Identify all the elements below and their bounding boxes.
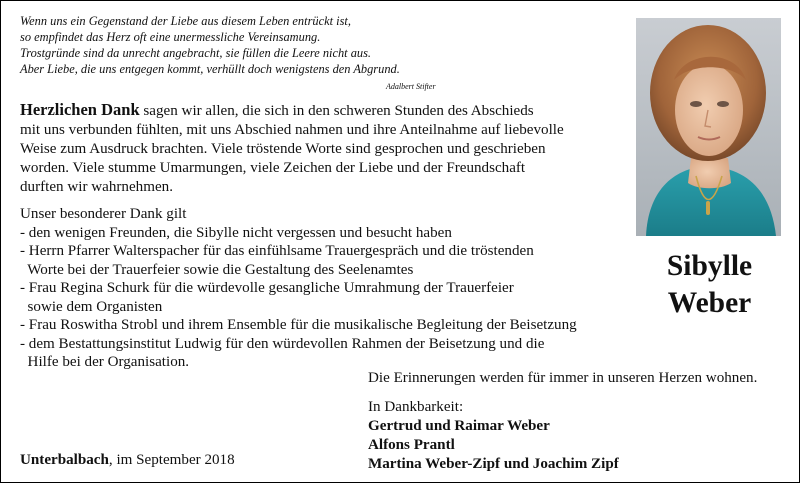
signature-name: Gertrud und Raimar Weber (368, 418, 550, 434)
poem-line: so empfindet das Herz oft eine unermessliche Vereinsamung. (20, 30, 321, 44)
signature-name: Alfons Prantl (368, 437, 455, 453)
place: Unterbalbach (20, 452, 109, 468)
list-item: - Frau Regina Schurk für die würdevolle gesangliche Umrahmung der Trauerfeier (20, 280, 514, 296)
list-item: - den wenigen Freunden, die Sibylle nicht vergessen und besucht haben (20, 224, 452, 241)
deceased-name (622, 248, 797, 322)
signature-intro: In Dankbarkeit: (368, 399, 464, 415)
place-date (20, 451, 235, 470)
list-item: - Herrn Pfarrer Walterspacher für das einfühlsame Trauergespräch und die tröstenden (20, 243, 534, 259)
poem-line: Trostgründe sind da unrecht angebracht, sie füllen die Leere nicht aus. (20, 46, 372, 60)
signature-name: Martina Weber-Zipf und Joachim Zipf (368, 456, 619, 472)
thanks-line: worden. Viele stumme Umarmungen, viele Zeichen der Liebe und der Freundschaft (20, 160, 526, 176)
date: , im September 2018 (108, 452, 235, 468)
portrait-photo (636, 18, 781, 236)
special-thanks-list (20, 205, 630, 372)
deceased-first-name: Sibylle (666, 250, 753, 282)
thanks-paragraph (20, 100, 620, 197)
poem-line: Aber Liebe, die uns entgegen kommt, verhüllt doch wenigstens den Abgrund. (20, 62, 400, 76)
thanks-lead: Herzlichen Dank (20, 100, 140, 119)
poem (20, 13, 450, 77)
list-item: - dem Bestattungsinstitut Ludwig für den würdevollen Rahmen der Beisetzung und die (20, 335, 545, 352)
list-item: sowie dem Organisten (20, 298, 163, 315)
signature-block (368, 398, 619, 474)
poem-line: Wenn uns ein Gegenstand der Liebe aus diesem Leben entrückt ist, (20, 14, 351, 28)
list-item: Worte bei der Trauerfeier sowie die Gestaltung des Seelenamtes (20, 261, 414, 278)
thanks-line: durften wir wahrnehmen. (20, 179, 173, 195)
thanks-text: sagen wir allen, die sich in den schweren Stunden des Abschieds (139, 103, 534, 119)
closing-line: Die Erinnerungen werden für immer in unseren Herzen wohnen. (368, 370, 758, 386)
special-thanks-intro: Unser besonderer Dank gilt (20, 206, 187, 222)
portrait-illustration (636, 18, 781, 236)
thanks-line: mit uns verbunden fühlten, mit uns Abschied nahmen und ihre Anteilnahme auf liebevolle (20, 122, 564, 138)
list-item: - Frau Roswitha Strobl und ihrem Ensemble für die musikalische Begleitung der Beisetzung (20, 317, 577, 333)
thanks-line (20, 100, 620, 121)
thanks-line: Weise zum Ausdruck brachten. Viele tröstende Worte sind gesprochen und geschrieben (20, 141, 546, 157)
poem-author: Adalbert Stifter (386, 82, 436, 91)
list-item: Hilfe bei der Organisation. (20, 354, 190, 370)
deceased-last-name: Weber (667, 287, 752, 319)
